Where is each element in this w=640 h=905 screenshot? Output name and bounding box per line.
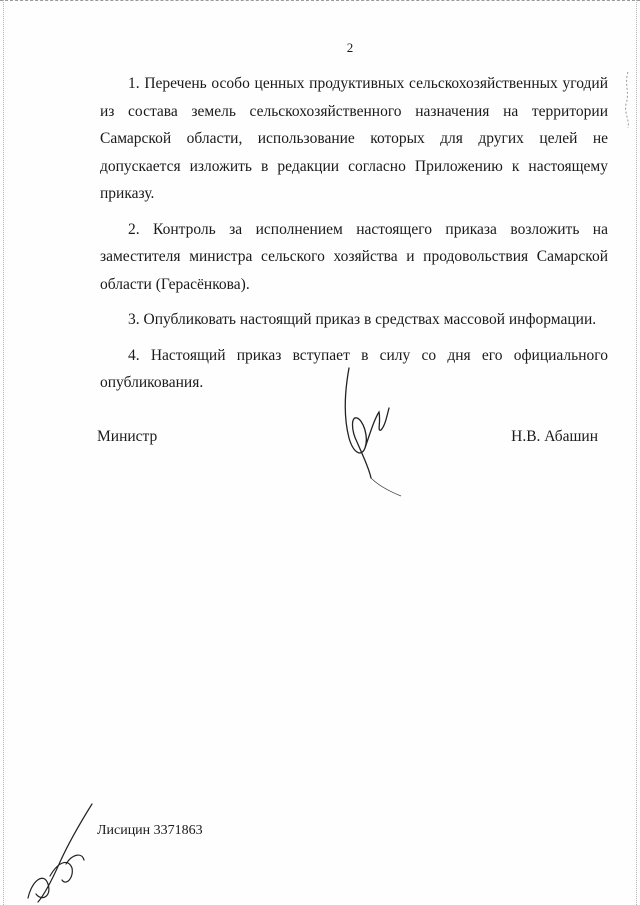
- paragraph-4: 4. Настоящий приказ вступает в силу со дня его официального опубликования.: [100, 346, 608, 391]
- executor-line: Лисицин 3371863: [97, 823, 203, 838]
- paragraph-2: 2. Контроль за исполнением настоящего приказа возложить на заместителя министра сельского хозяйства и продовольствия Самарской области (Герасёнкова).: [100, 220, 608, 293]
- scan-edge-left: [3, 0, 5, 905]
- scan-edge-top: [0, 0, 640, 4]
- paragraph-3: 3. Опубликовать настоящий приказ в средствах массовой информации.: [128, 311, 597, 328]
- document-body: [100, 70, 608, 405]
- handwritten-signature-icon: [335, 360, 415, 500]
- signatory-name: Н.В. Абашин: [511, 428, 598, 445]
- signatory-role: Министр: [97, 428, 158, 445]
- paragraph-1: 1. Перечень особо ценных продуктивных сельскохозяйственных угодий из состава земель сельскохозяйственного назначения на территории Самарской области, использование которых для других целей не допускается изложить в редакции согласно Приложению к настоящему приказу.: [100, 75, 608, 202]
- margin-stamp-icon: [620, 70, 634, 130]
- page-number: 2: [346, 40, 354, 55]
- executor-initials-icon: [22, 800, 112, 905]
- scan-edge-right: [635, 0, 637, 905]
